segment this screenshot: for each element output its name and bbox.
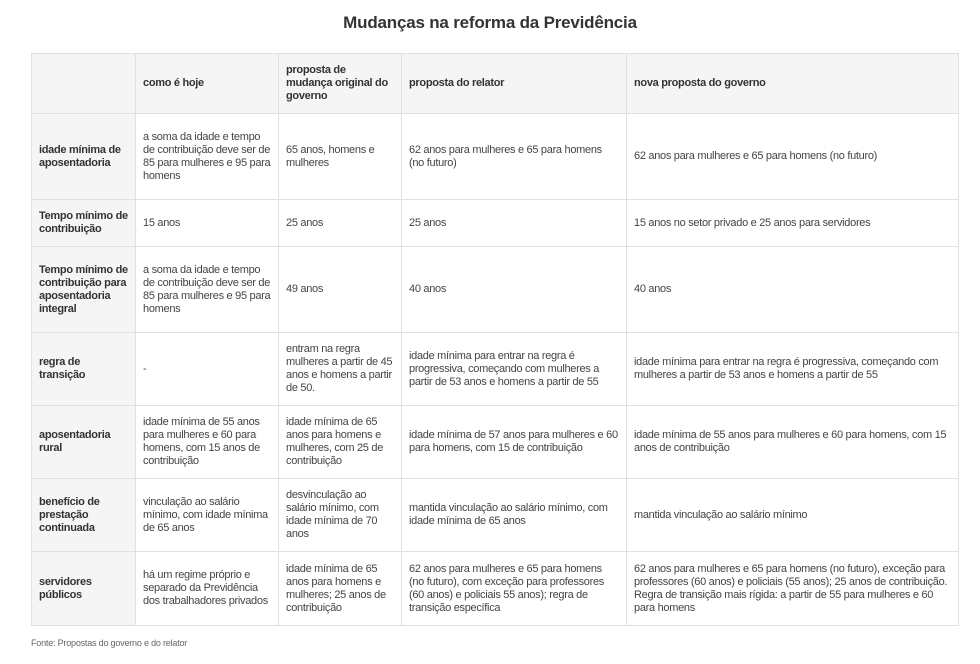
row-label: Tempo mínimo de contribuição [32, 200, 136, 247]
row-label: idade mínima de aposentadoria [32, 114, 136, 200]
table-cell: idade mínima de 57 anos para mulheres e 60 para homens, com 15 de contribuição [402, 406, 627, 479]
table-cell: a soma da idade e tempo de contribuição deve ser de 85 para mulheres e 95 para homens [136, 114, 279, 200]
table-cell: idade mínima de 55 anos para mulheres e 60 para homens, com 15 anos de contribuição [627, 406, 959, 479]
table-cell: idade mínima de 55 anos para mulheres e 60 para homens, com 15 anos de contribuição [136, 406, 279, 479]
row-label: servidores públicos [32, 552, 136, 626]
table-row [32, 114, 959, 200]
header-proposta-relator: proposta do relator [402, 54, 627, 114]
table-cell: idade mínima para entrar na regra é progressiva, começando com mulheres a partir de 53 anos e homens a partir de 55 [402, 333, 627, 406]
row-label: Tempo mínimo de contribuição para aposentadoria integral [32, 247, 136, 333]
table-cell: entram na regra mulheres a partir de 45 anos e homens a partir de 50. [279, 333, 402, 406]
header-nova-proposta: nova proposta do governo [627, 54, 959, 114]
comparison-table [31, 53, 959, 626]
table-cell: 65 anos, homens e mulheres [279, 114, 402, 200]
table-cell: idade mínima de 65 anos para homens e mulheres; 25 anos de contribuição [279, 552, 402, 626]
row-label: benefício de prestação continuada [32, 479, 136, 552]
table-cell: 15 anos [136, 200, 279, 247]
table-cell: a soma da idade e tempo de contribuição deve ser de 85 para mulheres e 95 para homens [136, 247, 279, 333]
table-cell: 15 anos no setor privado e 25 anos para servidores [627, 200, 959, 247]
row-label: regra de transição [32, 333, 136, 406]
table-cell: idade mínima para entrar na regra é progressiva, começando com mulheres a partir de 53 anos e homens a partir de 55 [627, 333, 959, 406]
header-corner [32, 54, 136, 114]
table-cell: 25 anos [279, 200, 402, 247]
source-note: Fonte: Propostas do governo e do relator [31, 638, 188, 648]
table-cell: - [136, 333, 279, 406]
table-cell: 62 anos para mulheres e 65 para homens (no futuro), com exceção para professores (60 anos) e policiais 55 anos); regra de transição específica [402, 552, 627, 626]
table-row [32, 479, 959, 552]
table-row [32, 333, 959, 406]
table-cell: desvinculação ao salário mínimo, com idade mínima de 70 anos [279, 479, 402, 552]
page-title: Mudanças na reforma da Previdência [343, 13, 637, 32]
header-row [32, 54, 959, 114]
table-cell: há um regime próprio e separado da Previdência dos trabalhadores privados [136, 552, 279, 626]
table-cell: vinculação ao salário mínimo, com idade mínima de 65 anos [136, 479, 279, 552]
table-cell: 25 anos [402, 200, 627, 247]
table-row [32, 200, 959, 247]
table-cell: 62 anos para mulheres e 65 para homens (no futuro) [627, 114, 959, 200]
table-cell: 40 anos [627, 247, 959, 333]
header-como-e-hoje: como é hoje [136, 54, 279, 114]
table-cell: idade mínima de 65 anos para homens e mulheres, com 25 de contribuição [279, 406, 402, 479]
table-row [32, 406, 959, 479]
row-label: aposentadoria rural [32, 406, 136, 479]
table-cell: mantida vinculação ao salário mínimo, com idade mínima de 65 anos [402, 479, 627, 552]
table-cell: 49 anos [279, 247, 402, 333]
table-cell: 62 anos para mulheres e 65 para homens (no futuro) [402, 114, 627, 200]
header-proposta-original: proposta de mudança original do governo [279, 54, 402, 114]
table-cell: 62 anos para mulheres e 65 para homens (no futuro), exceção para professores (60 anos) e policiais (55 anos); 25 anos de contribuição. Regra de transição mais rígida: a partir de 55 para mulheres e 60 para homens [627, 552, 959, 626]
table-cell: mantida vinculação ao salário mínimo [627, 479, 959, 552]
table-row [32, 247, 959, 333]
table-row [32, 552, 959, 626]
table-cell: 40 anos [402, 247, 627, 333]
